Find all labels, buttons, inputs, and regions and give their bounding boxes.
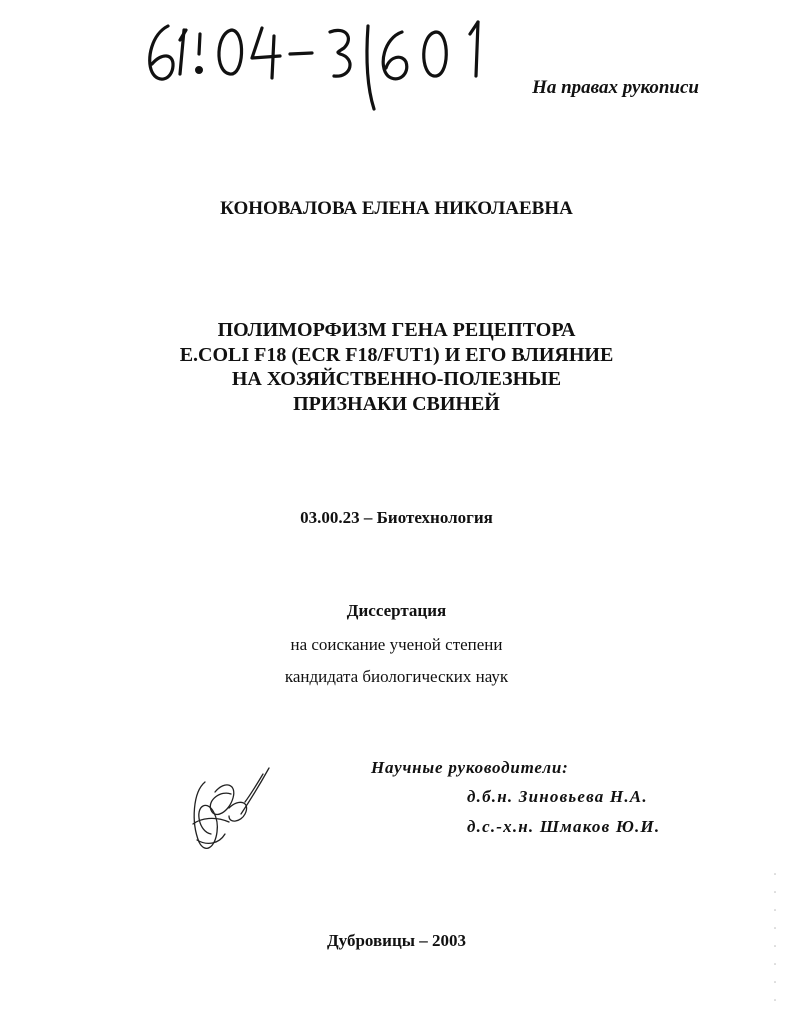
place-and-year: Дубровицы – 2003 — [326, 931, 467, 950]
title-line: ПОЛИМОРФИЗМ ГЕНА РЕЦЕПТОРА — [217, 319, 576, 341]
signature-icon — [185, 762, 275, 857]
supervisor-name: д.с.-х.н. Шмаков Ю.И. — [467, 817, 661, 836]
title-line: НА ХОЗЯЙСТВЕННО-ПОЛЕЗНЫЕ — [231, 368, 562, 390]
author-name: КОНОВАЛОВА ЕЛЕНА НИКОЛАЕВНА — [220, 198, 573, 219]
supervisor-name: д.б.н. Зиновьева Н.А. — [467, 787, 648, 806]
dissertation-title — [0, 318, 793, 416]
title-line: ПРИЗНАКИ СВИНЕЙ — [293, 392, 500, 415]
degree-line-2: кандидата биологических наук — [284, 667, 509, 686]
dissertation-label: Диссертация — [346, 601, 447, 620]
scan-artifact — [772, 870, 778, 1010]
handwritten-catalog-number — [140, 14, 510, 114]
specialty-code: 03.00.23 – Биотехнология — [300, 508, 493, 527]
title-line: E.COLI F18 (ECR F18/FUT1) И ЕГО ВЛИЯНИЕ — [179, 343, 614, 366]
supervisors-label: Научные руководители: — [371, 758, 569, 777]
rights-note: На правах рукописи — [532, 77, 699, 98]
degree-line-1: на соискание ученой степени — [290, 635, 503, 654]
